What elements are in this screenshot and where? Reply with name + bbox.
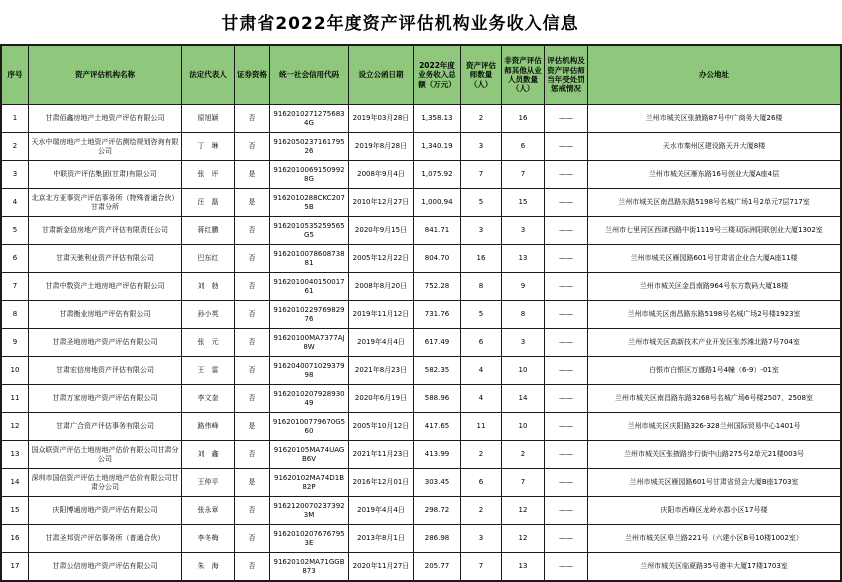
cell-securities: 否 — [235, 105, 270, 133]
cell-legal-rep: 路伟峰 — [182, 413, 235, 441]
table-row — [1, 161, 841, 189]
cell-established: 2005年12月22日 — [349, 245, 414, 273]
cell-revenue: 205.77 — [414, 553, 461, 582]
cell-seq: 11 — [1, 385, 29, 413]
cell-punishment: —— — [545, 357, 588, 385]
cell-revenue: 617.49 — [414, 329, 461, 357]
cell-seq: 9 — [1, 329, 29, 357]
cell-punishment: —— — [545, 133, 588, 161]
cell-established: 2019年4月4日 — [349, 329, 414, 357]
table-row — [1, 357, 841, 385]
cell-seq: 15 — [1, 497, 29, 525]
cell-punishment: —— — [545, 105, 588, 133]
cell-credit-code: 91620102712756834G — [270, 105, 349, 133]
cell-seq: 6 — [1, 245, 29, 273]
cell-appraisers: 4 — [461, 357, 502, 385]
cell-established: 2021年11月23日 — [349, 441, 414, 469]
cell-seq: 5 — [1, 217, 29, 245]
cell-address: 兰州市城关区雁园路601号甘肃省贸会大厦B座1703室 — [588, 469, 842, 497]
cell-securities: 否 — [235, 217, 270, 245]
cell-legal-rep: 王 雷 — [182, 357, 235, 385]
cell-other-staff: 15 — [502, 189, 545, 217]
cell-established: 2020年6月19日 — [349, 385, 414, 413]
cell-credit-code: 916205023716179526 — [270, 133, 349, 161]
cell-credit-code: 91620100779670G560 — [270, 413, 349, 441]
cell-established: 2021年8月23日 — [349, 357, 414, 385]
cell-legal-rep: 巴东红 — [182, 245, 235, 273]
cell-securities: 否 — [235, 357, 270, 385]
table-row — [1, 441, 841, 469]
table-row — [1, 497, 841, 525]
cell-securities: 是 — [235, 413, 270, 441]
cell-securities: 否 — [235, 301, 270, 329]
cell-agency-name: 甘肃新金信房地产资产评估有限责任公司 — [29, 217, 182, 245]
cell-securities: 否 — [235, 245, 270, 273]
cell-revenue: 731.76 — [414, 301, 461, 329]
cell-other-staff: 9 — [502, 273, 545, 301]
cell-agency-name: 庆阳博通房地产资产评估有限公司 — [29, 497, 182, 525]
cell-credit-code: 9162010288CKC2075B — [270, 189, 349, 217]
cell-established: 2019年4月4日 — [349, 497, 414, 525]
cell-appraisers: 3 — [461, 525, 502, 553]
cell-credit-code: 91620100MA7377AJ8W — [270, 329, 349, 357]
cell-legal-rep: 孙小英 — [182, 301, 235, 329]
cell-securities: 否 — [235, 553, 270, 582]
cell-address: 白银市白银区万盛路1号4幢（6-9）-01室 — [588, 357, 842, 385]
cell-address: 兰州市城关区南昌路东路3268号名城广场6号楼2507、2508室 — [588, 385, 842, 413]
cell-credit-code: 916201022976982976 — [270, 301, 349, 329]
cell-agency-name: 甘肃圣邦资产评估事务所（普通合伙） — [29, 525, 182, 553]
cell-other-staff: 16 — [502, 105, 545, 133]
col-punishment: 评估机构及资产评估师当年受处罚惩戒情况 — [545, 45, 588, 105]
cell-appraisers: 7 — [461, 161, 502, 189]
cell-established: 2005年10月12日 — [349, 413, 414, 441]
table-row — [1, 133, 841, 161]
cell-legal-rep: 王仲平 — [182, 469, 235, 497]
cell-credit-code: 91620102MA74D1B82P — [270, 469, 349, 497]
cell-securities: 是 — [235, 189, 270, 217]
cell-revenue: 298.72 — [414, 497, 461, 525]
cell-agency-name: 深圳市国信资产评估土地房地产估价有限公司甘肃分公司 — [29, 469, 182, 497]
cell-agency-name: 甘肃万家房地产资产评估有限公司 — [29, 385, 182, 413]
cell-address: 兰州市城关区雁东路16号创业大厦A座4层 — [588, 161, 842, 189]
cell-securities: 否 — [235, 497, 270, 525]
cell-legal-rep: 刘 鑫 — [182, 441, 235, 469]
cell-revenue: 1,000.94 — [414, 189, 461, 217]
cell-securities: 是 — [235, 469, 270, 497]
cell-appraisers: 6 — [461, 329, 502, 357]
cell-seq: 12 — [1, 413, 29, 441]
cell-other-staff: 8 — [502, 301, 545, 329]
cell-address: 兰州市城关区南昌路东路5198号名城广场1号2单元7层717室 — [588, 189, 842, 217]
col-established: 设立公函日期 — [349, 45, 414, 105]
cell-legal-rep: 汪 磊 — [182, 189, 235, 217]
cell-other-staff: 14 — [502, 385, 545, 413]
table-header-row — [1, 45, 841, 105]
cell-other-staff: 7 — [502, 469, 545, 497]
cell-revenue: 303.45 — [414, 469, 461, 497]
col-agency-name: 资产评估机构名称 — [29, 45, 182, 105]
cell-legal-rep: 张永章 — [182, 497, 235, 525]
cell-securities: 否 — [235, 385, 270, 413]
cell-credit-code: 916201020792893049 — [270, 385, 349, 413]
cell-address: 庆阳市西峰区龙岭水郡小区17号楼 — [588, 497, 842, 525]
col-appraisers: 资产评估师数量（人） — [461, 45, 502, 105]
cell-seq: 2 — [1, 133, 29, 161]
col-other-staff: 非资产评估师其他从业人员数量（人） — [502, 45, 545, 105]
cell-appraisers: 5 — [461, 301, 502, 329]
cell-credit-code: 91620102076767953E — [270, 525, 349, 553]
cell-other-staff: 3 — [502, 217, 545, 245]
col-address: 办公地址 — [588, 45, 842, 105]
cell-appraisers: 2 — [461, 105, 502, 133]
cell-seq: 1 — [1, 105, 29, 133]
cell-revenue: 588.96 — [414, 385, 461, 413]
cell-appraisers: 2 — [461, 441, 502, 469]
cell-revenue: 1,075.92 — [414, 161, 461, 189]
cell-address: 兰州市城关区金昌南路964号东方数码大厦18楼 — [588, 273, 842, 301]
cell-address: 兰州市城关区张掖路87号中广商务大厦26楼 — [588, 105, 842, 133]
cell-revenue: 1,358.13 — [414, 105, 461, 133]
cell-legal-rep: 丁 琳 — [182, 133, 235, 161]
cell-credit-code: 91621200702373923M — [270, 497, 349, 525]
cell-other-staff: 2 — [502, 441, 545, 469]
cell-securities: 否 — [235, 441, 270, 469]
cell-punishment: —— — [545, 301, 588, 329]
cell-legal-rep: 李文奎 — [182, 385, 235, 413]
cell-appraisers: 11 — [461, 413, 502, 441]
cell-punishment: —— — [545, 329, 588, 357]
cell-revenue: 417.65 — [414, 413, 461, 441]
cell-agency-name: 甘肃中数资产土地房地产评估有限公司 — [29, 273, 182, 301]
cell-seq: 10 — [1, 357, 29, 385]
table-row — [1, 525, 841, 553]
cell-securities: 否 — [235, 273, 270, 301]
table-row — [1, 329, 841, 357]
table-row — [1, 413, 841, 441]
cell-punishment: —— — [545, 525, 588, 553]
cell-appraisers: 8 — [461, 273, 502, 301]
cell-punishment: —— — [545, 273, 588, 301]
cell-other-staff: 13 — [502, 553, 545, 582]
cell-established: 2013年8月1日 — [349, 525, 414, 553]
cell-credit-code: 91620100691509928G — [270, 161, 349, 189]
cell-punishment: —— — [545, 245, 588, 273]
cell-other-staff: 10 — [502, 413, 545, 441]
cell-credit-code: 916201004015001761 — [270, 273, 349, 301]
cell-appraisers: 16 — [461, 245, 502, 273]
col-seq: 序号 — [1, 45, 29, 105]
cell-agency-name: 甘肃广合资产评估事务有限公司 — [29, 413, 182, 441]
table-header — [1, 45, 841, 105]
cell-credit-code: 91620105MA74UAGB6V — [270, 441, 349, 469]
cell-seq: 14 — [1, 469, 29, 497]
cell-securities: 否 — [235, 525, 270, 553]
cell-credit-code: 91620102MA71GGB873 — [270, 553, 349, 582]
cell-credit-code: 9162010535259565G5 — [270, 217, 349, 245]
cell-legal-rep: 李冬梅 — [182, 525, 235, 553]
cell-address: 兰州市城关区高新技术产业开发区张苏滩北路7号704室 — [588, 329, 842, 357]
table-row — [1, 217, 841, 245]
cell-established: 2019年8月28日 — [349, 133, 414, 161]
table-row — [1, 273, 841, 301]
cell-legal-rep: 蒋红鹏 — [182, 217, 235, 245]
cell-appraisers: 5 — [461, 189, 502, 217]
cell-punishment: —— — [545, 189, 588, 217]
cell-established: 2016年12月01日 — [349, 469, 414, 497]
cell-punishment: —— — [545, 553, 588, 582]
col-securities: 证券资格 — [235, 45, 270, 105]
cell-revenue: 413.99 — [414, 441, 461, 469]
cell-agency-name: 甘肃宏信房地资产评估有限公司 — [29, 357, 182, 385]
cell-address: 兰州市城关区庆阳路326-328兰州国际贸易中心1401号 — [588, 413, 842, 441]
cell-legal-rep: 原旭颖 — [182, 105, 235, 133]
cell-agency-name: 北京北方亚事资产评估事务所（特殊普通合伙）甘肃分所 — [29, 189, 182, 217]
cell-other-staff: 3 — [502, 329, 545, 357]
cell-agency-name: 甘肃衡业房地产评估有限公司 — [29, 301, 182, 329]
cell-credit-code: 916204007102937998 — [270, 357, 349, 385]
cell-address: 兰州市城关区南昌路东路5198号名城广场2号楼1923室 — [588, 301, 842, 329]
col-revenue: 2022年度业务收入总额（万元） — [414, 45, 461, 105]
cell-established: 2008年8月20日 — [349, 273, 414, 301]
cell-established: 2020年9月15日 — [349, 217, 414, 245]
cell-securities: 否 — [235, 133, 270, 161]
page-title: 甘肃省2022年度资产评估机构业务收入信息 — [221, 14, 579, 34]
table-row — [1, 385, 841, 413]
cell-appraisers: 7 — [461, 553, 502, 582]
col-legal-rep: 法定代表人 — [182, 45, 235, 105]
cell-punishment: —— — [545, 161, 588, 189]
table-row — [1, 553, 841, 582]
income-table — [0, 44, 842, 582]
cell-established: 2019年03月28日 — [349, 105, 414, 133]
cell-address: 兰州市城关区雁园路601号甘肃省企业合大厦A座11楼 — [588, 245, 842, 273]
table-row — [1, 469, 841, 497]
cell-punishment: —— — [545, 413, 588, 441]
cell-revenue: 286.98 — [414, 525, 461, 553]
cell-appraisers: 3 — [461, 133, 502, 161]
cell-established: 2020年11月27日 — [349, 553, 414, 582]
cell-legal-rep: 刘 勃 — [182, 273, 235, 301]
cell-revenue: 804.70 — [414, 245, 461, 273]
cell-seq: 8 — [1, 301, 29, 329]
cell-legal-rep: 朱 海 — [182, 553, 235, 582]
cell-agency-name: 国众联资产评估土地房地产估价有限公司甘肃分公司 — [29, 441, 182, 469]
cell-legal-rep: 张 评 — [182, 161, 235, 189]
cell-established: 2010年12月27日 — [349, 189, 414, 217]
cell-agency-name: 甘肃圣地房地产资产评估有限公司 — [29, 329, 182, 357]
cell-other-staff: 12 — [502, 497, 545, 525]
cell-established: 2019年11月12日 — [349, 301, 414, 329]
cell-seq: 7 — [1, 273, 29, 301]
cell-address: 兰州市城关区临夏路35号港丰大厦17楼1703室 — [588, 553, 842, 582]
cell-securities: 否 — [235, 329, 270, 357]
cell-revenue: 841.71 — [414, 217, 461, 245]
table-row — [1, 189, 841, 217]
table-row — [1, 105, 841, 133]
cell-securities: 是 — [235, 161, 270, 189]
col-credit-code: 统一社会信用代码 — [270, 45, 349, 105]
cell-punishment: —— — [545, 441, 588, 469]
cell-other-staff: 10 — [502, 357, 545, 385]
cell-punishment: —— — [545, 217, 588, 245]
cell-credit-code: 916201007860873881 — [270, 245, 349, 273]
cell-address: 兰州市城关区张掖路步行街中山路275号2单元21楼003号 — [588, 441, 842, 469]
cell-appraisers: 4 — [461, 385, 502, 413]
cell-seq: 4 — [1, 189, 29, 217]
cell-seq: 17 — [1, 553, 29, 582]
cell-other-staff: 13 — [502, 245, 545, 273]
cell-seq: 13 — [1, 441, 29, 469]
cell-agency-name: 甘肃佰鑫房地产土地资产评估有限公司 — [29, 105, 182, 133]
table-row — [1, 301, 841, 329]
cell-agency-name: 甘肃天驰利业资产评估有限公司 — [29, 245, 182, 273]
cell-punishment: —— — [545, 385, 588, 413]
cell-punishment: —— — [545, 497, 588, 525]
cell-revenue: 752.28 — [414, 273, 461, 301]
cell-punishment: —— — [545, 469, 588, 497]
cell-appraisers: 2 — [461, 497, 502, 525]
cell-seq: 3 — [1, 161, 29, 189]
cell-agency-name: 天水中瑞房地产土地资产评估测绘规划咨询有限公司 — [29, 133, 182, 161]
cell-other-staff: 7 — [502, 161, 545, 189]
cell-seq: 16 — [1, 525, 29, 553]
cell-other-staff: 6 — [502, 133, 545, 161]
cell-address: 兰州市城关区皋兰路221号（六建小区B号10楼1002室） — [588, 525, 842, 553]
cell-legal-rep: 张 元 — [182, 329, 235, 357]
cell-appraisers: 3 — [461, 217, 502, 245]
cell-established: 2008年9月4日 — [349, 161, 414, 189]
cell-address: 兰州市七里河区西津西路中街1119号三楼双际洲阳联创业大厦1302室 — [588, 217, 842, 245]
cell-other-staff: 12 — [502, 525, 545, 553]
cell-revenue: 1,340.19 — [414, 133, 461, 161]
cell-revenue: 582.35 — [414, 357, 461, 385]
table-row — [1, 245, 841, 273]
table-body — [1, 105, 841, 582]
cell-agency-name: 中联资产评估集团(甘肃)有限公司 — [29, 161, 182, 189]
cell-address: 天水市秦州区建设路天升大厦8楼 — [588, 133, 842, 161]
cell-agency-name: 甘肃公信房地产资产评估有限公司 — [29, 553, 182, 582]
cell-appraisers: 6 — [461, 469, 502, 497]
